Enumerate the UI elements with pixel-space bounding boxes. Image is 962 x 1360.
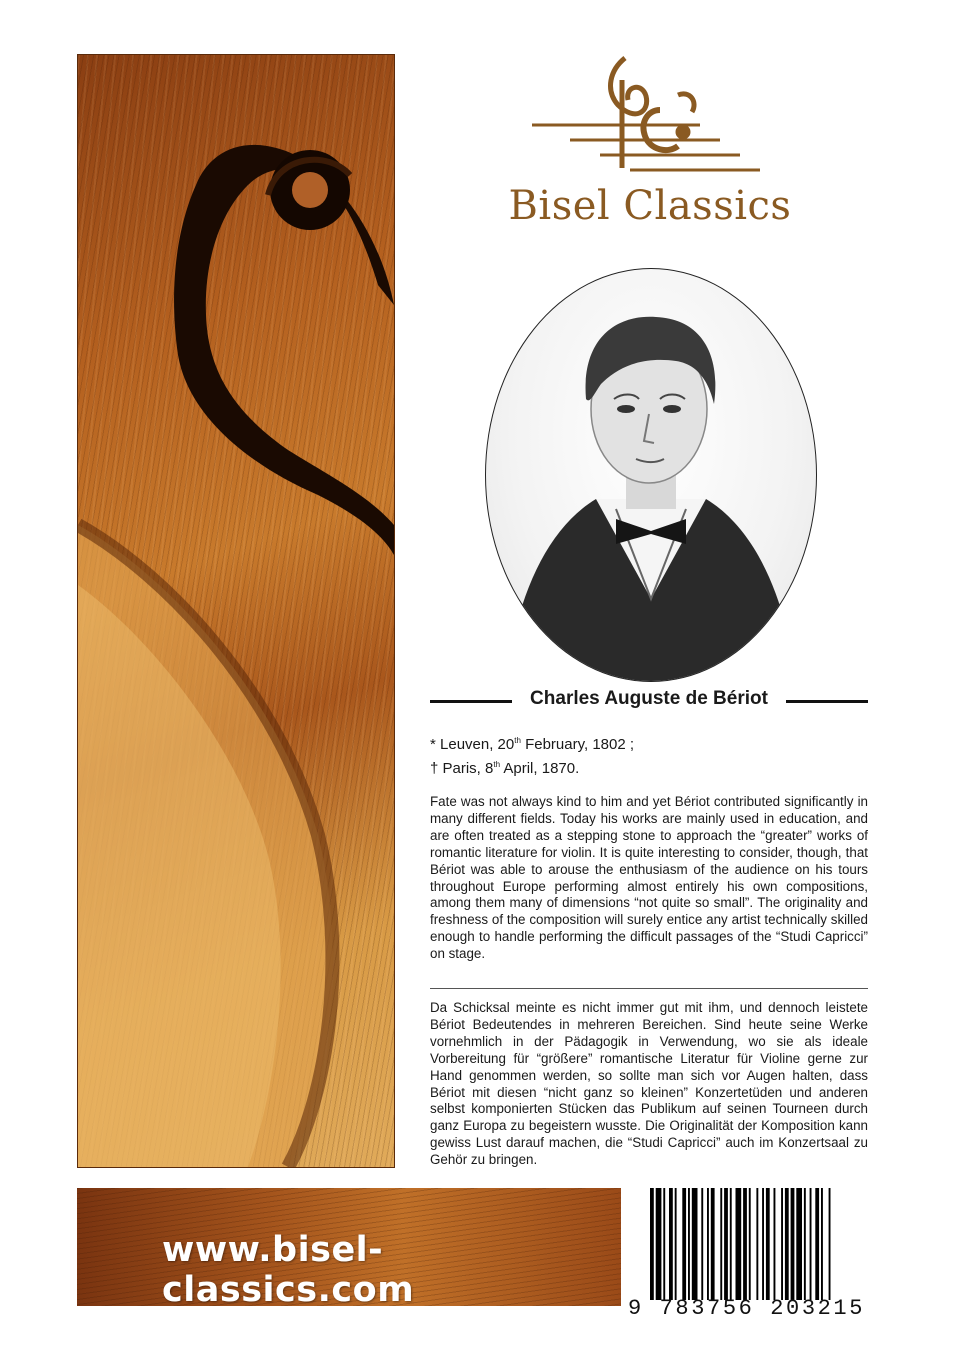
violin-f-hole-art <box>78 55 394 1167</box>
death-date: † Paris, 8th April, 1870. <box>430 760 580 777</box>
composer-portrait <box>485 268 817 682</box>
isbn-digits: 9 783756 203215 <box>628 1296 866 1321</box>
biography-german: Da Schicksal meinte es nicht immer gut mit ihm, und dennoch leistete Bériot Bedeutendes in mehreren Bereichen. Sind heute seine Werke vornehmlich in der Pädagogik in Verwendung, wo sie als ideale Vorbereitung für “größere” romantische Literatur für Violine gerne zur Hand genommen werden, so sollte man sich vor Augen halten, dass Bériot mit diesen “nicht ganz so kleinen” Konzertetüden und anderen selbst komponierten Stücken das Publikum auf seinen Tourneen durch ganz Europa zu begeistern wusste. Die Originalität der Komposition kann gewiss Lust darauf machen, die “Studi Capricci” auch im Konzertsaal zu Gehör zu bringen. <box>430 1000 868 1168</box>
website-url[interactable]: www.bisel-classics.com <box>162 1230 415 1306</box>
composer-heading <box>430 688 868 714</box>
language-divider <box>430 988 868 989</box>
composer-dates <box>430 731 634 779</box>
birth-date: * Leuven, 20th February, 1802 ; <box>430 736 635 753</box>
brand-name: Bisel Classics <box>508 183 792 229</box>
website-banner <box>77 1188 621 1306</box>
composer-name: Charles Auguste de Bériot <box>530 688 768 709</box>
biography-english: Fate was not always kind to him and yet Bériot contributed significantly in many different fields. Today his works are mainly used in education, and are often treated as a stepping stone to approach the “greater” works of romantic literature for violin. It is quite interesting to consider, though, that Bériot was able to arouse the enthusiasm of the audience on his tours throughout Europe performing almost entirely his own compositions, among them many of dimensions “not quite so small”. The originality and freshness of the composition will surely entice any artist technically skilled enough to handle performing the difficult passages of the “Studi Capricci” on stage. <box>430 794 868 962</box>
violin-photo <box>77 54 395 1168</box>
